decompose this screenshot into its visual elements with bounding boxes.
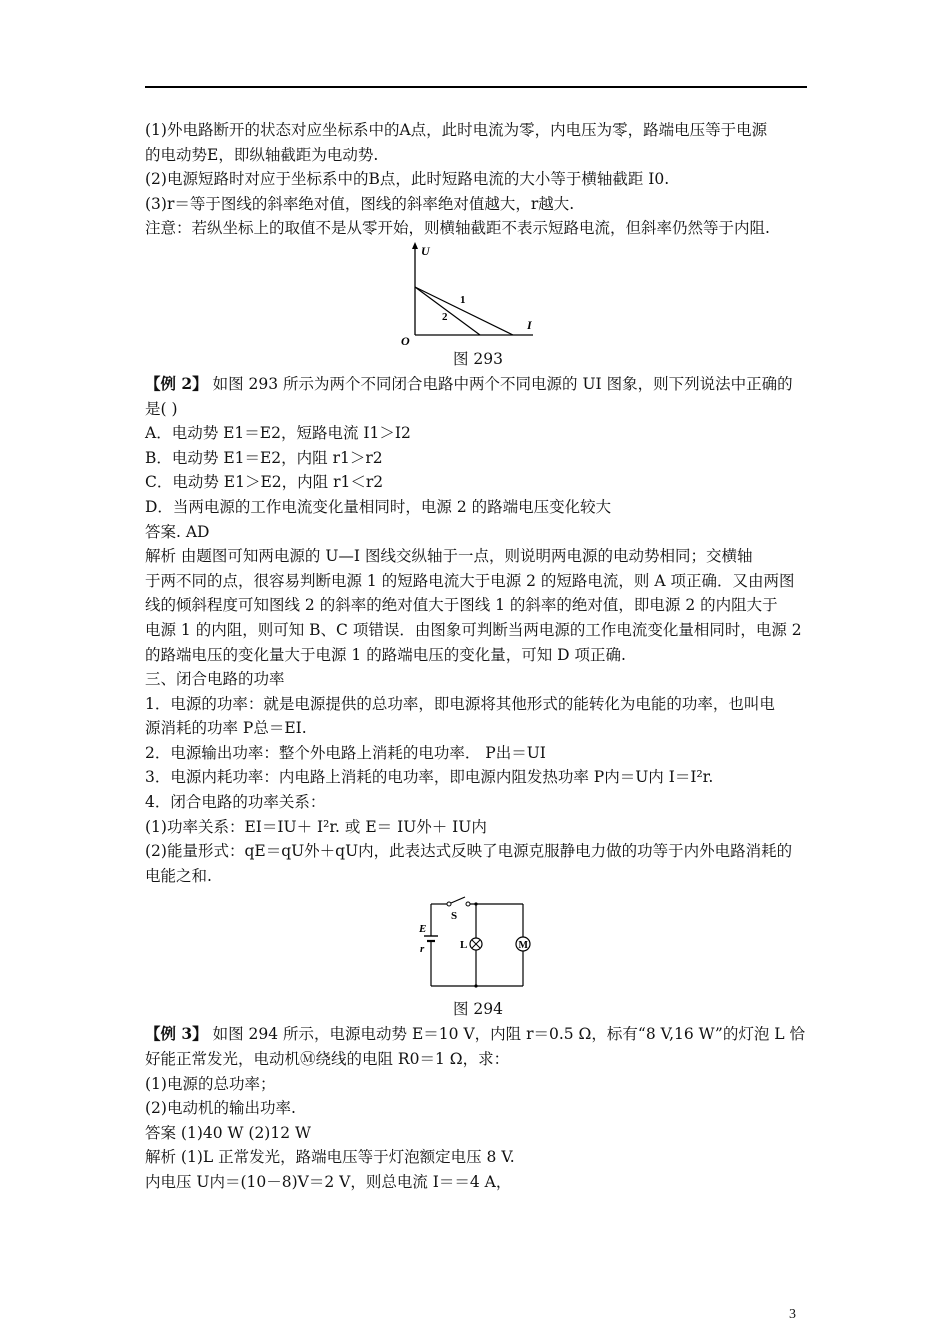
text-line: (1)外电路断开的状态对应坐标系中的A点，此时电流为零，内电压为零，路端电压等于电源 bbox=[145, 121, 768, 139]
text-line: (3)r＝等于图线的斜率绝对值，图线的斜率绝对值越大，r越大. bbox=[145, 194, 575, 213]
r-label: r bbox=[420, 943, 425, 956]
text-line: 3．电源内耗功率：内电路上消耗的电功率，即电源内阻发热功率 P内＝U内 I＝I²r. bbox=[145, 768, 714, 787]
figure-caption: 图 293 bbox=[452, 349, 503, 368]
question-line: 好能正常发光，电动机Ⓜ绕线的电阻 R0＝1 Ω，求： bbox=[145, 1050, 510, 1069]
analysis-line: 电源 1 的内阻，则可知 B、C 项错误．由图象可判断当两电源的工作电流变化量相同时，电源 2 bbox=[145, 620, 802, 639]
text-line: (2)能量形式：qE＝qU外＋qU内，此表达式反映了电源克服静电力做的功等于内外电路消耗的 bbox=[145, 842, 793, 861]
question-item: (2)电动机的输出功率. bbox=[145, 1099, 296, 1118]
circuit-diagram bbox=[145, 894, 811, 996]
emf-label: E bbox=[419, 923, 427, 936]
text-line: 4．闭合电路的功率关系： bbox=[145, 793, 326, 812]
text-line: (2)电源短路时对应于坐标系中的B点，此时短路电流的大小等于横轴截距 I0. bbox=[145, 170, 670, 189]
question-line: 【例 2】 如图 293 所示为两个不同闭合电路中两个不同电源的 UI 图象，则下列说法中正确的 bbox=[145, 373, 793, 393]
figure-293 bbox=[145, 241, 811, 346]
text-line: 源消耗的功率 P总＝EI. bbox=[145, 719, 307, 738]
analysis-line: 内电压 U内＝(10－8)V＝2 V，则总电流 I＝＝4 A， bbox=[145, 1173, 512, 1191]
option-a: A．电动势 E1＝E2，短路电流 I1＞I2 bbox=[145, 424, 411, 443]
axis-u-label: U bbox=[421, 243, 430, 258]
junction bbox=[474, 903, 477, 906]
text-line: 注意：若纵坐标上的取值不是从零开始，则横轴截距不表示短路电流，但斜率仍然等于内阻. bbox=[145, 219, 770, 238]
switch-label: S bbox=[451, 910, 458, 923]
question-line: 是( ) bbox=[145, 399, 178, 418]
option-d: D．当两电源的工作电流变化量相同时，电源 2 的路端电压变化较大 bbox=[145, 497, 612, 516]
line-2 bbox=[415, 287, 480, 335]
motor-label: M bbox=[518, 940, 528, 952]
analysis-line: 的路端电压的变化量大于电源 1 的路端电压的变化量，可知 D 项正确. bbox=[145, 645, 626, 664]
text-line: 2．电源输出功率：整个外电路上消耗的电功率． P出＝UI bbox=[145, 743, 546, 762]
text-line: 电能之和. bbox=[145, 866, 212, 885]
section-heading: 三、闭合电路的功率 bbox=[145, 670, 285, 689]
switch-contact bbox=[447, 902, 451, 906]
option-b: B．电动势 E1＝E2，内阻 r1＞r2 bbox=[145, 448, 383, 467]
origin-label: O bbox=[401, 333, 410, 346]
page-number: 3 bbox=[789, 1307, 796, 1322]
line-1-label: 1 bbox=[460, 293, 466, 306]
analysis-line: 于两不同的点，很容易判断电源 1 的短路电流大于电源 2 的短路电流，则 A 项正确．又由两图 bbox=[145, 571, 795, 590]
switch-contact bbox=[466, 902, 470, 906]
figure-caption: 图 294 bbox=[452, 1000, 503, 1019]
axis-i-label: I bbox=[527, 317, 532, 332]
switch-blade bbox=[451, 897, 465, 903]
line-2-label: 2 bbox=[442, 310, 448, 323]
option-c: C．电动势 E1＞E2，内阻 r1＜r2 bbox=[145, 473, 384, 492]
question-line: 【例 3】 如图 294 所示，电源电动势 E＝10 V，内阻 r＝0.5 Ω，标有“8 V,16 W”的灯泡 L 恰 bbox=[145, 1024, 805, 1044]
answer-line: 答案 (1)40 W (2)12 W bbox=[145, 1123, 311, 1142]
analysis-line: 解析 由题图可知两电源的 U—I 图线交纵轴于一点，则说明两电源的电动势相同；交横轴 bbox=[145, 547, 753, 566]
header-rule bbox=[145, 86, 807, 88]
text-line: 1．电源的功率：就是电源提供的总功率，即电源将其他形式的能转化为电能的功率，也叫电 bbox=[145, 694, 775, 713]
example-tag: 【例 3】 bbox=[145, 1024, 208, 1044]
text-line: (1)功率关系：EI＝IU＋ I²r. 或 E＝ IU外＋ IU内 bbox=[145, 817, 487, 836]
figure-294 bbox=[145, 894, 811, 996]
question-item: (1)电源的总功率； bbox=[145, 1074, 276, 1093]
example-tag: 【例 2】 bbox=[145, 373, 208, 393]
u-axis-arrow bbox=[412, 242, 418, 249]
lamp-label: L bbox=[460, 939, 468, 952]
analysis-line: 解析 (1)L 正常发光，路端电压等于灯泡额定电压 8 V. bbox=[145, 1148, 515, 1167]
text-line: 的电动势E，即纵轴截距为电动势. bbox=[145, 145, 379, 164]
answer-line: 答案. AD bbox=[145, 522, 210, 541]
page-content bbox=[145, 118, 811, 1195]
ui-graph bbox=[145, 241, 811, 346]
analysis-line: 线的倾斜程度可知图线 2 的斜率的绝对值大于图线 1 的斜率的绝对值，即电源 2 的内阻大于 bbox=[145, 596, 778, 615]
junction bbox=[474, 985, 477, 988]
